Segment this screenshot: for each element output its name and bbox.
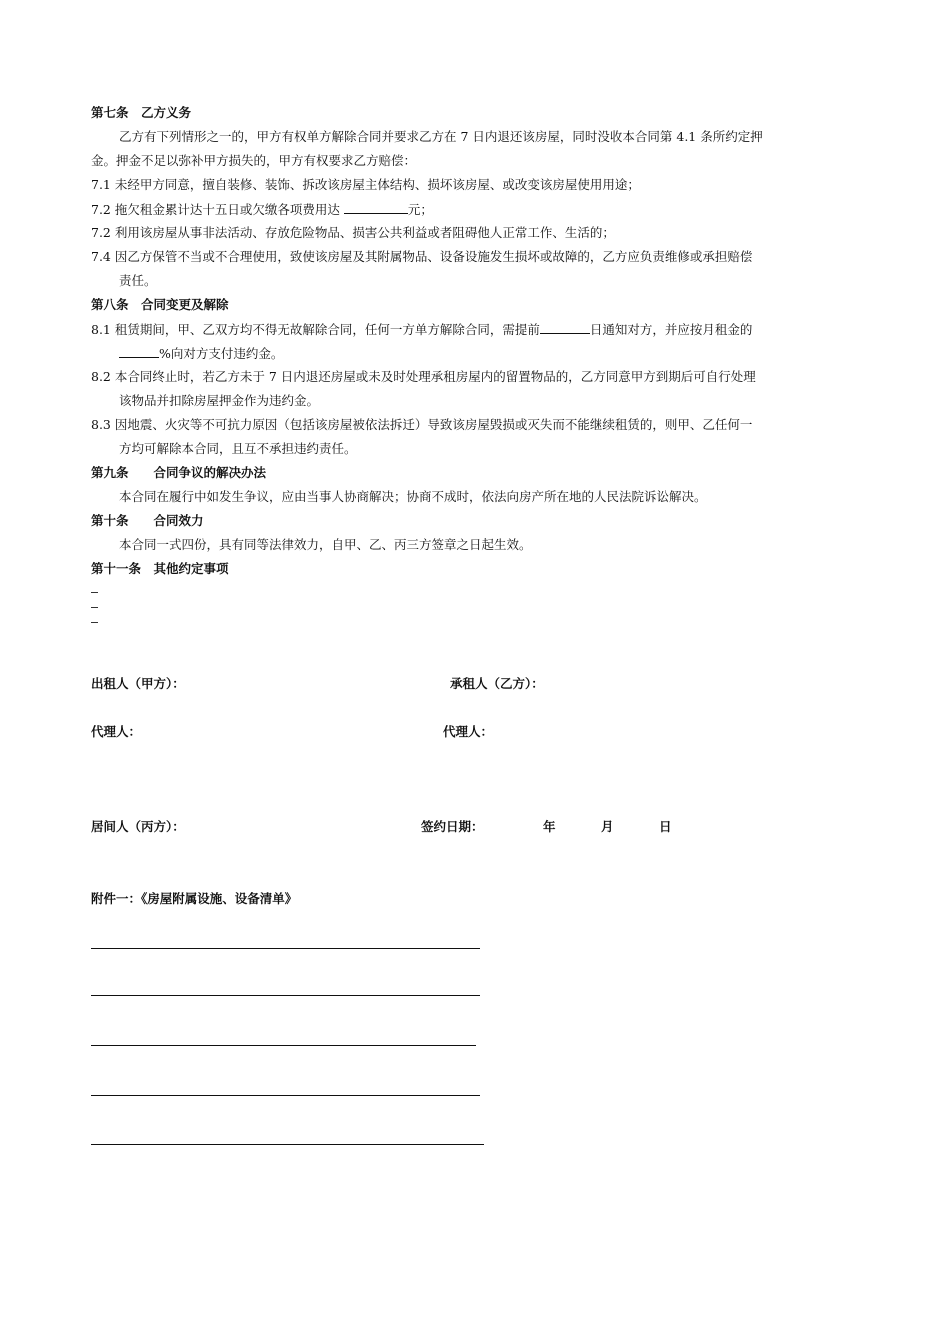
lessor-label: 出租人（甲方）：: [91, 676, 185, 691]
clause-8-1-text: 8.1 租赁期间，甲、乙双方均不得无故解除合同，任何一方单方解除合同，需提前: [91, 322, 540, 337]
clause-8-3-line1: 8.3 因地震、火灾等不可抗力原因（包括该房屋被依法拆迁）导致该房屋毁损或灭失而不能继续租赁的，则甲、乙任何一: [91, 417, 753, 432]
clause-8-1-line2: [119, 345, 283, 362]
appendix-blank-line-5[interactable]: [91, 1144, 484, 1145]
article-7-intro-line2: 金。押金不足以弥补甲方损失的，甲方有权要求乙方赔偿：: [91, 153, 417, 168]
clause-8-3-line2: 方均可解除本合同，且互不承担违约责任。: [119, 441, 357, 456]
clause-7-1: 7.1 未经甲方同意，擅自装修、装饰、拆改该房屋主体结构、损坏该房屋、或改变该房屋使用用途；: [91, 177, 640, 192]
agent-left-label: 代理人：: [91, 724, 142, 739]
article-9-heading: 第九条 合同争议的解决办法: [91, 465, 267, 480]
clause-8-1-suffix: %向对方支付违约金。: [159, 346, 284, 361]
appendix-blank-line-4[interactable]: [91, 1095, 480, 1096]
article-7-heading: 第七条 乙方义务: [91, 105, 192, 120]
sign-date-day: 日: [659, 819, 672, 834]
agent-right-label: 代理人：: [443, 724, 494, 739]
article-10-body: 本合同一式四份，具有同等法律效力，自甲、乙、丙三方签章之日起生效。: [119, 537, 532, 552]
appendix-title: 附件一：《房屋附属设施、设备清单》: [91, 891, 298, 906]
clause-7-4-line1: 7.4 因乙方保管不当或不合理使用，致使该房屋及其附属物品、设备设施发生损坏或故障的，乙方应负责维修或承担赔偿: [91, 249, 753, 264]
clause-7-2b: 7.2 利用该房屋从事非法活动、存放危险物品、损害公共利益或者阻碍他人正常工作、生活的；: [91, 225, 615, 240]
appendix-blank-line-1[interactable]: [91, 948, 480, 949]
sign-date-month: 月: [601, 819, 614, 834]
fee-amount-blank[interactable]: [344, 201, 408, 214]
lessee-label: 承租人（乙方）：: [450, 676, 544, 691]
intermediary-label: 居间人（丙方）：: [91, 819, 185, 834]
article-10-heading: 第十条 合同效力: [91, 513, 204, 528]
clause-7-2a-unit: 元；: [407, 202, 433, 217]
article-11-heading: 第十一条 其他约定事项: [91, 561, 229, 576]
appendix-blank-line-3[interactable]: [91, 1045, 476, 1046]
other-terms-mark-3: [91, 622, 98, 623]
notice-days-blank[interactable]: [540, 321, 590, 334]
sign-date-year: 年: [543, 819, 556, 834]
article-9-body: 本合同在履行中如发生争议，应由当事人协商解决；协商不成时，依法向房产所在地的人民法院诉讼解决。: [119, 489, 707, 504]
clause-8-1-mid: 日通知对方，并应按月租金的: [589, 322, 753, 337]
clause-7-4-line2: 责任。: [119, 273, 157, 288]
appendix-blank-line-2[interactable]: [91, 995, 480, 996]
article-7-intro-line1: 乙方有下列情形之一的，甲方有权单方解除合同并要求乙方在 7 日内退还该房屋，同时没收本合同第 4.1 条所约定押: [119, 129, 763, 144]
penalty-percent-blank[interactable]: [119, 345, 159, 358]
sign-date-label: 签约日期：: [421, 819, 484, 834]
clause-7-2a: [91, 201, 433, 218]
clause-8-1-line1: [91, 321, 752, 338]
clause-7-2a-text: 7.2 拖欠租金累计达十五日或欠缴各项费用达: [91, 202, 344, 217]
clause-8-2-line1: 8.2 本合同终止时，若乙方未于 7 日内退还房屋或未及时处理承租房屋内的留置物品的，乙方同意甲方到期后可自行处理: [91, 369, 756, 384]
article-8-heading: 第八条 合同变更及解除: [91, 297, 229, 312]
clause-8-2-line2: 该物品并扣除房屋押金作为违约金。: [119, 393, 320, 408]
other-terms-mark-2: [91, 607, 98, 608]
other-terms-mark-1: [91, 592, 98, 593]
